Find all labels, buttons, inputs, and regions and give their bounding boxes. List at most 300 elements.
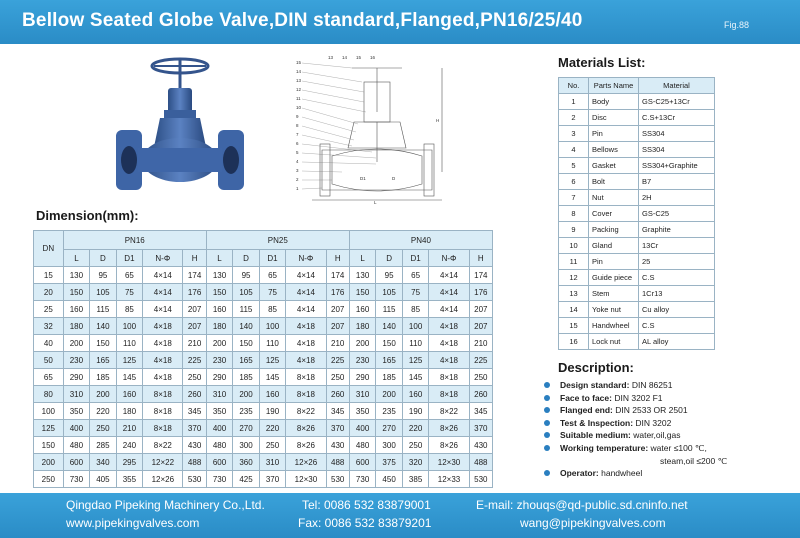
table-cell: 125 — [116, 352, 143, 369]
description-label: Design standard: — [560, 380, 630, 390]
table-cell: 207 — [183, 318, 206, 335]
dimension-title: Dimension(mm): — [36, 208, 139, 223]
pn40-header: PN40 — [349, 231, 492, 250]
bullet-icon — [544, 407, 550, 413]
table-row — [34, 420, 493, 437]
drawing-label: 12 — [296, 87, 302, 92]
material-name: 13Cr — [639, 238, 715, 254]
table-cell: 450 — [376, 471, 403, 488]
table-cell: 385 — [402, 471, 429, 488]
table-cell: 12×30 — [286, 471, 326, 488]
table-cell: 235 — [233, 403, 260, 420]
table-cell: 4×18 — [143, 352, 183, 369]
valve-product-image — [110, 52, 250, 202]
description-title: Description: — [558, 360, 634, 375]
table-cell: 488 — [326, 454, 349, 471]
table-cell: 430 — [469, 437, 492, 454]
table-row — [559, 174, 715, 190]
table-cell: 145 — [116, 369, 143, 386]
dn-cell: 20 — [34, 284, 64, 301]
table-cell: 160 — [116, 386, 143, 403]
email-link-secondary[interactable]: wang@pipekingvalves.com — [520, 516, 666, 530]
table-cell: 8×26 — [429, 420, 469, 437]
dn-header: DN — [34, 231, 64, 267]
table-cell: 220 — [90, 403, 117, 420]
table-cell: 400 — [349, 420, 376, 437]
table-cell: 95 — [376, 267, 403, 284]
table-cell: 190 — [402, 403, 429, 420]
table-cell: 150 — [376, 335, 403, 352]
description-list — [544, 376, 794, 480]
drawing-label: 4 — [296, 159, 299, 164]
bullet-icon — [544, 445, 550, 451]
fax: Fax: 0086 532 83879201 — [298, 516, 432, 530]
table-row — [559, 238, 715, 254]
drawing-label: 10 — [296, 105, 302, 110]
table-cell: 4×18 — [286, 318, 326, 335]
header-banner — [0, 0, 800, 44]
table-cell: 260 — [183, 386, 206, 403]
table-cell: 220 — [402, 420, 429, 437]
material-number: 16 — [559, 334, 589, 350]
table-cell: 176 — [326, 284, 349, 301]
table-cell: 8×22 — [429, 403, 469, 420]
material-number: 4 — [559, 142, 589, 158]
table-cell: 4×14 — [429, 267, 469, 284]
table-cell: 207 — [183, 301, 206, 318]
column-header: N-Φ — [286, 250, 326, 267]
dn-cell: 40 — [34, 335, 64, 352]
dn-cell: 15 — [34, 267, 64, 284]
table-cell: 310 — [206, 386, 233, 403]
table-cell: 530 — [469, 471, 492, 488]
table-row — [559, 286, 715, 302]
table-cell: 4×18 — [429, 318, 469, 335]
column-header: L — [63, 250, 90, 267]
part-name: Disc — [589, 110, 639, 126]
table-cell: 250 — [259, 437, 286, 454]
table-cell: 210 — [469, 335, 492, 352]
table-row — [34, 352, 493, 369]
material-name: Graphite — [639, 222, 715, 238]
part-name: Pin — [589, 254, 639, 270]
table-cell: 350 — [206, 403, 233, 420]
table-cell: 110 — [116, 335, 143, 352]
table-cell: 730 — [206, 471, 233, 488]
table-cell: 100 — [259, 318, 286, 335]
table-cell: 130 — [349, 267, 376, 284]
table-cell: 8×18 — [143, 420, 183, 437]
table-cell: 320 — [402, 454, 429, 471]
table-cell: 8×26 — [429, 437, 469, 454]
drawing-label: 8 — [296, 123, 299, 128]
table-cell: 200 — [376, 386, 403, 403]
description-item — [544, 429, 794, 442]
material-number: 11 — [559, 254, 589, 270]
description-item — [544, 467, 794, 480]
material-number: 6 — [559, 174, 589, 190]
material-name: 2H — [639, 190, 715, 206]
dimension-table-body — [34, 267, 493, 488]
table-cell: 310 — [259, 454, 286, 471]
table-cell: 110 — [402, 335, 429, 352]
table-cell: 125 — [259, 352, 286, 369]
table-row — [559, 254, 715, 270]
table-cell: 180 — [349, 318, 376, 335]
table-cell: 150 — [349, 284, 376, 301]
part-name: Handwheel — [589, 318, 639, 334]
table-cell: 174 — [469, 267, 492, 284]
table-cell: 250 — [90, 420, 117, 437]
table-cell: 600 — [349, 454, 376, 471]
table-cell: 125 — [402, 352, 429, 369]
pn16-header: PN16 — [63, 231, 206, 250]
table-row — [34, 386, 493, 403]
materials-table — [558, 77, 715, 350]
table-cell: 165 — [233, 352, 260, 369]
table-cell: 530 — [183, 471, 206, 488]
part-name: Pin — [589, 126, 639, 142]
material-name: SS304 — [639, 142, 715, 158]
table-cell: 230 — [63, 352, 90, 369]
table-row — [559, 126, 715, 142]
table-cell: 8×18 — [143, 403, 183, 420]
table-cell: 207 — [469, 301, 492, 318]
table-cell: 530 — [326, 471, 349, 488]
material-number: 7 — [559, 190, 589, 206]
table-cell: 8×22 — [143, 437, 183, 454]
table-cell: 145 — [259, 369, 286, 386]
table-row — [34, 369, 493, 386]
bullet-icon — [544, 470, 550, 476]
table-cell: 75 — [402, 284, 429, 301]
table-cell: 4×18 — [286, 335, 326, 352]
dn-cell: 80 — [34, 386, 64, 403]
material-number: 2 — [559, 110, 589, 126]
table-cell: 190 — [259, 403, 286, 420]
table-cell: 295 — [116, 454, 143, 471]
material-name: AL alloy — [639, 334, 715, 350]
table-cell: 160 — [206, 301, 233, 318]
table-cell: 345 — [326, 403, 349, 420]
part-name: Nut — [589, 190, 639, 206]
material-number: 5 — [559, 158, 589, 174]
materials-header-part: Parts Name — [589, 78, 639, 94]
material-name: B7 — [639, 174, 715, 190]
table-row — [559, 318, 715, 334]
table-cell: 300 — [376, 437, 403, 454]
part-name: Gland — [589, 238, 639, 254]
company-name: Qingdao Pipeking Machinery Co.,Ltd. — [66, 498, 265, 512]
drawing-label: 13 — [296, 78, 302, 83]
table-row — [34, 471, 493, 488]
table-cell: 345 — [183, 403, 206, 420]
drawing-label: 11 — [296, 96, 301, 101]
dn-cell: 32 — [34, 318, 64, 335]
table-cell: 8×18 — [286, 369, 326, 386]
email-link[interactable]: E-mail: zhouqs@qd-public.sd.cninfo.net — [476, 498, 688, 512]
dimension-table — [33, 230, 493, 488]
drawing-label: 13 — [328, 55, 334, 60]
table-cell: 355 — [116, 471, 143, 488]
drawing-label: 6 — [296, 141, 299, 146]
table-cell: 12×30 — [429, 454, 469, 471]
figure-number: Fig.88 — [724, 20, 750, 30]
drawing-label: 3 — [296, 168, 299, 173]
table-cell: 230 — [349, 352, 376, 369]
drawing-label: 16 — [370, 55, 376, 60]
table-cell: 150 — [233, 335, 260, 352]
part-name: Body — [589, 94, 639, 110]
material-number: 1 — [559, 94, 589, 110]
drawing-label: 15 — [356, 55, 362, 60]
table-cell: 12×26 — [143, 471, 183, 488]
table-row — [559, 222, 715, 238]
description-item — [544, 392, 794, 405]
dn-cell: 250 — [34, 471, 64, 488]
table-cell: 180 — [206, 318, 233, 335]
table-cell: 340 — [90, 454, 117, 471]
dn-cell: 150 — [34, 437, 64, 454]
table-cell: 220 — [259, 420, 286, 437]
table-cell: 160 — [402, 386, 429, 403]
drawing-label: 1 — [296, 186, 299, 191]
table-cell: 140 — [376, 318, 403, 335]
table-cell: 8×18 — [429, 386, 469, 403]
table-row — [559, 158, 715, 174]
column-header: N-Φ — [143, 250, 183, 267]
table-cell: 600 — [206, 454, 233, 471]
description-label: Flanged end: — [560, 405, 613, 416]
table-cell: 12×22 — [143, 454, 183, 471]
table-cell: 174 — [183, 267, 206, 284]
valve-cross-section-drawing — [292, 52, 444, 204]
table-cell: 95 — [233, 267, 260, 284]
description-value: DIN 2533 OR 2501 — [615, 405, 688, 416]
pn25-header: PN25 — [206, 231, 349, 250]
dn-cell: 50 — [34, 352, 64, 369]
table-cell: 488 — [469, 454, 492, 471]
table-cell: 200 — [349, 335, 376, 352]
drawing-label: 7 — [296, 132, 299, 137]
table-cell: 730 — [63, 471, 90, 488]
material-name: GS-C25 — [639, 206, 715, 222]
column-header: H — [183, 250, 206, 267]
materials-table-body — [559, 94, 715, 350]
drawing-label: 14 — [296, 69, 302, 74]
table-cell: 425 — [233, 471, 260, 488]
table-cell: 4×14 — [286, 267, 326, 284]
table-cell: 250 — [402, 437, 429, 454]
description-value: handwheel — [601, 468, 643, 479]
table-cell: 225 — [469, 352, 492, 369]
table-cell: 8×18 — [286, 386, 326, 403]
table-cell: 160 — [349, 301, 376, 318]
table-cell: 180 — [116, 403, 143, 420]
part-name: Bellows — [589, 142, 639, 158]
table-cell: 370 — [259, 471, 286, 488]
table-cell: 600 — [63, 454, 90, 471]
description-label: Working temperature: — [560, 442, 649, 453]
table-cell: 350 — [63, 403, 90, 420]
table-cell: 176 — [183, 284, 206, 301]
description-value: DIN 86251 — [631, 380, 673, 390]
table-cell: 115 — [233, 301, 260, 318]
table-cell: 350 — [349, 403, 376, 420]
drawing-dimension-label: H — [436, 118, 440, 123]
website-link[interactable]: www.pipekingvalves.com — [66, 516, 200, 530]
table-cell: 85 — [402, 301, 429, 318]
table-cell: 230 — [206, 352, 233, 369]
description-item — [544, 379, 794, 392]
column-header: H — [469, 250, 492, 267]
table-row — [34, 335, 493, 352]
description-value-continued: steam,oil ≤200 ℃ — [660, 455, 728, 466]
table-cell: 375 — [376, 454, 403, 471]
table-row — [34, 284, 493, 301]
table-cell: 160 — [63, 301, 90, 318]
footer-banner — [0, 493, 800, 538]
description-label: Test & Inspection: — [560, 417, 634, 428]
table-cell: 176 — [469, 284, 492, 301]
table-cell: 150 — [63, 284, 90, 301]
part-name: Yoke nut — [589, 302, 639, 318]
table-cell: 345 — [469, 403, 492, 420]
telephone: Tel: 0086 532 83879001 — [302, 498, 431, 512]
bullet-icon — [544, 382, 550, 388]
table-cell: 370 — [183, 420, 206, 437]
table-cell: 210 — [326, 335, 349, 352]
table-cell: 4×14 — [143, 284, 183, 301]
table-cell: 480 — [63, 437, 90, 454]
table-row — [34, 318, 493, 335]
table-cell: 180 — [63, 318, 90, 335]
column-header: D — [90, 250, 117, 267]
material-name: C.S — [639, 270, 715, 286]
table-row — [34, 267, 493, 284]
table-cell: 4×18 — [143, 335, 183, 352]
description-item — [544, 442, 794, 467]
drawing-label: 2 — [296, 177, 299, 182]
table-cell: 8×18 — [143, 386, 183, 403]
material-name: SS304 — [639, 126, 715, 142]
table-cell: 210 — [183, 335, 206, 352]
table-cell: 207 — [469, 318, 492, 335]
table-cell: 145 — [402, 369, 429, 386]
table-cell: 12×26 — [286, 454, 326, 471]
table-cell: 140 — [233, 318, 260, 335]
material-number: 10 — [559, 238, 589, 254]
drawing-label: 5 — [296, 150, 299, 155]
drawing-label: 9 — [296, 114, 299, 119]
column-header: D1 — [402, 250, 429, 267]
column-header: H — [326, 250, 349, 267]
material-number: 14 — [559, 302, 589, 318]
table-cell: 150 — [90, 335, 117, 352]
part-name: Gasket — [589, 158, 639, 174]
table-cell: 174 — [326, 267, 349, 284]
drawing-dimension-label: D1 — [360, 176, 366, 181]
column-header: L — [206, 250, 233, 267]
table-cell: 160 — [259, 386, 286, 403]
table-cell: 8×26 — [286, 420, 326, 437]
table-cell: 200 — [206, 335, 233, 352]
table-cell: 12×33 — [429, 471, 469, 488]
table-cell: 105 — [376, 284, 403, 301]
table-cell: 130 — [206, 267, 233, 284]
table-row — [34, 454, 493, 471]
table-cell: 430 — [183, 437, 206, 454]
table-row — [559, 206, 715, 222]
table-cell: 105 — [233, 284, 260, 301]
table-cell: 250 — [183, 369, 206, 386]
table-cell: 207 — [326, 318, 349, 335]
table-cell: 400 — [63, 420, 90, 437]
materials-title: Materials List: — [558, 55, 646, 70]
table-cell: 65 — [116, 267, 143, 284]
dn-cell: 65 — [34, 369, 64, 386]
table-cell: 130 — [63, 267, 90, 284]
table-cell: 260 — [326, 386, 349, 403]
column-header: N-Φ — [429, 250, 469, 267]
bullet-icon — [544, 420, 550, 426]
table-cell: 100 — [402, 318, 429, 335]
table-cell: 4×14 — [143, 267, 183, 284]
table-cell: 4×18 — [143, 369, 183, 386]
table-row — [559, 190, 715, 206]
dn-cell: 200 — [34, 454, 64, 471]
description-label: Operator: — [560, 468, 599, 479]
table-cell: 200 — [90, 386, 117, 403]
table-cell: 85 — [259, 301, 286, 318]
table-cell: 165 — [376, 352, 403, 369]
drawing-label: 14 — [342, 55, 348, 60]
description-value: DIN 3202 — [635, 417, 672, 428]
part-name: Packing — [589, 222, 639, 238]
table-cell: 290 — [349, 369, 376, 386]
material-number: 8 — [559, 206, 589, 222]
description-label: Face to face: — [560, 392, 612, 403]
table-row — [34, 403, 493, 420]
bullet-icon — [544, 395, 550, 401]
table-row — [559, 94, 715, 110]
material-name: 25 — [639, 254, 715, 270]
part-name: Lock nut — [589, 334, 639, 350]
table-cell: 310 — [349, 386, 376, 403]
part-name: Guide piece — [589, 270, 639, 286]
table-cell: 4×14 — [143, 301, 183, 318]
table-cell: 370 — [469, 420, 492, 437]
table-cell: 250 — [326, 369, 349, 386]
table-cell: 140 — [90, 318, 117, 335]
table-row — [559, 270, 715, 286]
material-number: 13 — [559, 286, 589, 302]
description-value: water ≤100 ℃, — [650, 442, 707, 453]
table-cell: 8×18 — [429, 369, 469, 386]
description-value: water,oil,gas — [633, 430, 681, 441]
materials-header-no: No. — [559, 78, 589, 94]
table-cell: 100 — [116, 318, 143, 335]
table-cell: 250 — [469, 369, 492, 386]
table-cell: 210 — [116, 420, 143, 437]
dn-cell: 100 — [34, 403, 64, 420]
materials-header-material: Material — [639, 78, 715, 94]
subheader-row — [34, 250, 493, 267]
material-name: 1Cr13 — [639, 286, 715, 302]
part-name: Bolt — [589, 174, 639, 190]
material-number: 12 — [559, 270, 589, 286]
table-cell: 4×14 — [286, 284, 326, 301]
